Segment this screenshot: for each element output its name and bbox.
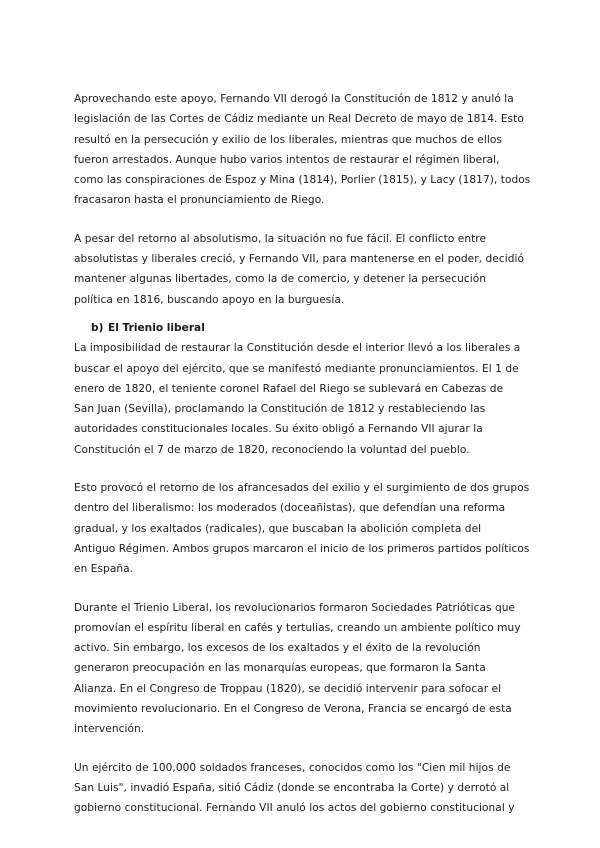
paragraph-spacer — [74, 580, 528, 598]
paragraph-liberal-groups — [74, 478, 528, 579]
text-line: fueron arrestados. Aunque hubo varios intentos de restaurar el régimen liberal, — [74, 153, 500, 166]
text-line: legislación de las Cortes de Cádiz mediante un Real Decreto de mayo de 1814. Esto — [74, 113, 524, 126]
text-line: autoridades constitucionales locales. Su éxito obligó a Fernando VII ajurar la — [74, 423, 483, 436]
text-line: buscar el apoyo del ejército, que se manifestó mediante pronunciamientos. El 1 de — [74, 362, 519, 375]
text-line: La imposibilidad de restaurar la Constitución desde el interior llevó a los liberales a — [74, 342, 521, 355]
text-line: mantener algunas libertades, como la de comercio, y detener la persecución — [74, 273, 487, 286]
text-line: Aprovechando este apoyo, Fernando VII derogó la Constitución de 1812 y anuló la — [74, 93, 514, 105]
paragraph-absolutism — [74, 229, 528, 310]
text-line: como las conspiraciones de Espoz y Mina (1814), Porlier (1815), y Lacy (1817), todos — [74, 174, 531, 187]
text-line: A pesar del retorno al absolutismo, la situación no fue fácil. El conflicto entre — [74, 232, 487, 245]
paragraph-spacer — [74, 211, 528, 229]
section-heading — [74, 318, 528, 338]
text-line: fracasaron hasta el pronunciamiento de Riego. — [74, 194, 325, 207]
paragraph-pronunciamiento — [74, 338, 528, 460]
text-line: resultó en la persecución y exilio de los liberales, mientras que muchos de ellos — [74, 133, 502, 146]
text-line: Un ejército de 100,000 soldados franceses, conocidos como los "Cien mil hijos de — [74, 761, 511, 774]
text-line: promovían el espíritu liberal en cafés y tertulias, creando un ambiente político muy — [74, 621, 521, 634]
text-line: dentro del liberalismo: los moderados (doceañistas), que defendían una reforma — [74, 502, 506, 515]
text-line: gradual, y los exaltados (radicales), que buscaban la abolición completa del — [74, 522, 482, 535]
text-line: Esto provocó el retorno de los afrancesados del exilio y el surgimiento de dos grupos — [74, 482, 530, 495]
text-line: generaron preocupación en las monarquías europeas, que formaron la Santa — [74, 662, 486, 675]
text-line: activo. Sin embargo, los excesos de los exaltados y el éxito de la revolución — [74, 642, 481, 655]
text-line: política en 1816, buscando apoyo en la burguesía. — [74, 293, 345, 306]
paragraph-trienio — [74, 598, 528, 740]
text-line: gobierno constitucional. Fernando VII anuló los actos del gobierno constitucional y — [74, 802, 515, 815]
text-line: Alianza. En el Congreso de Troppau (1820), se decidió intervenir para sofocar el — [74, 682, 502, 695]
section-title: El Trienio liberal — [108, 321, 205, 334]
text-line: en España. — [74, 563, 134, 576]
paragraph-spacer — [74, 460, 528, 478]
paragraph-cien-mil-hijos — [74, 758, 528, 819]
text-line: Constitución el 7 de marzo de 1820, reconociendo la voluntad del pueblo. — [74, 443, 470, 456]
paragraph-spacer — [74, 310, 528, 318]
text-line: Durante el Trienio Liberal, los revolucionarios formaron Sociedades Patrióticas que — [74, 601, 516, 614]
text-line: San Luis", invadió España, sitió Cádiz (donde se encontraba la Corte) y derrotó al — [74, 781, 510, 794]
text-line: intervención. — [74, 723, 145, 736]
text-line: Antiguo Régimen. Ambos grupos marcaron el inicio de los primeros partidos políticos — [74, 542, 530, 555]
text-line: enero de 1820, el teniente coronel Rafael del Riego se sublevará en Cabezas de — [74, 382, 504, 395]
text-line: absolutistas y liberales creció, y Fernando VII, para mantenerse en el poder, decidió — [74, 253, 524, 266]
section-number: b) — [91, 321, 104, 334]
paragraph-spacer — [74, 740, 528, 758]
text-line: movimiento revolucionario. En el Congreso de Verona, Francia se encargó de esta — [74, 703, 512, 716]
text-line: San Juan (Sevilla), proclamando la Constitución de 1812 y restableciendo las — [74, 403, 486, 416]
paragraph-derogation — [74, 89, 531, 211]
